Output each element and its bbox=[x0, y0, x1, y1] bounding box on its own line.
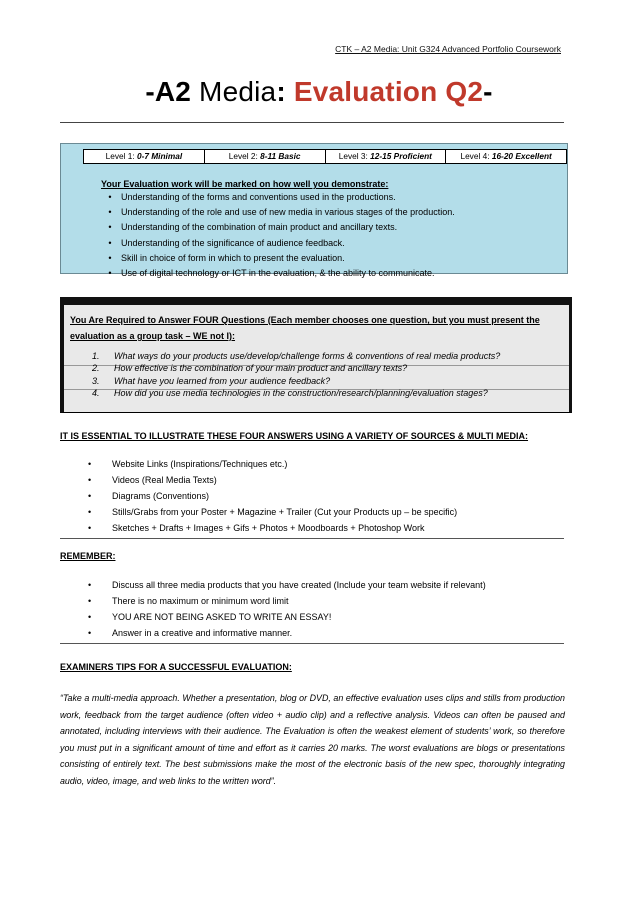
bullet-icon: • bbox=[88, 459, 92, 469]
questions-list bbox=[74, 350, 500, 400]
list-item-text: Understanding of the combination of main product and ancillary texts. bbox=[121, 222, 398, 233]
list-item bbox=[99, 205, 455, 220]
list-item bbox=[99, 251, 455, 266]
question-number: 4. bbox=[92, 388, 100, 399]
level-2-label: Level 2: bbox=[228, 151, 261, 161]
list-item-text: Website Links (Inspirations/Techniques etc.) bbox=[112, 459, 288, 469]
list-item bbox=[99, 236, 455, 251]
level-1-cell bbox=[84, 150, 204, 163]
remember-heading: REMEMBER: bbox=[60, 551, 116, 561]
section-rule bbox=[60, 538, 564, 539]
list-item-text: YOU ARE NOT BEING ASKED TO WRITE AN ESSAY! bbox=[112, 612, 332, 622]
title-prefix: - bbox=[145, 76, 155, 107]
list-item bbox=[88, 625, 486, 641]
marking-heading: Your Evaluation work will be marked on how well you demonstrate: bbox=[101, 179, 389, 189]
bullet-icon: • bbox=[88, 475, 92, 485]
question-item bbox=[74, 350, 500, 362]
level-3-cell bbox=[325, 150, 446, 163]
list-item bbox=[88, 520, 457, 536]
list-item-text: Understanding of the role and use of new media in various stages of the production. bbox=[121, 207, 455, 218]
question-number: 3. bbox=[92, 375, 100, 386]
list-item-text: Skill in choice of form in which to present the evaluation. bbox=[121, 252, 345, 263]
list-item bbox=[88, 593, 486, 609]
list-item bbox=[88, 456, 457, 472]
examiners-heading: EXAMINERS TIPS FOR A SUCCESSFUL EVALUATION: bbox=[60, 662, 292, 672]
bullet-icon: • bbox=[88, 596, 92, 606]
bullet-icon: • bbox=[108, 192, 112, 202]
questions-box bbox=[60, 297, 572, 413]
level-2-range: 8-11 Basic bbox=[260, 151, 301, 161]
bullet-icon: • bbox=[88, 523, 92, 533]
title-normal: Media bbox=[191, 76, 277, 107]
bullet-icon: • bbox=[88, 507, 92, 517]
question-item bbox=[74, 362, 500, 374]
title-bold: A2 bbox=[154, 76, 192, 107]
section-rule bbox=[60, 643, 564, 644]
level-2-cell bbox=[204, 150, 325, 163]
list-item-text: Sketches + Drafts + Images + Gifs + Photos + Moodboards + Photoshop Work bbox=[112, 523, 425, 533]
list-item bbox=[88, 472, 457, 488]
level-4-label: Level 4: bbox=[460, 151, 492, 161]
question-text: What have you learned from your audience feedback? bbox=[114, 375, 331, 386]
list-item-text: Understanding of the forms and conventions used in the productions. bbox=[121, 192, 396, 202]
list-item bbox=[99, 266, 455, 281]
bullet-icon: • bbox=[108, 252, 112, 263]
list-item-text: Discuss all three media products that you have created (Include your team website if relevant) bbox=[112, 580, 486, 590]
level-4-range: 16-20 Excellent bbox=[491, 151, 552, 161]
marking-criteria-box bbox=[60, 143, 568, 279]
question-text: How did you use media technologies in the construction/research/planning/evaluation stages? bbox=[114, 388, 488, 399]
bullet-icon: • bbox=[108, 207, 112, 218]
bullet-icon: • bbox=[108, 268, 112, 279]
level-3-label: Level 3: bbox=[338, 151, 371, 161]
title-colon: : bbox=[276, 76, 286, 107]
list-item bbox=[88, 504, 457, 520]
list-item-text: Diagrams (Conventions) bbox=[112, 491, 210, 501]
header-note: CTK – A2 Media: Unit G324 Advanced Portfolio Coursework bbox=[335, 44, 561, 54]
level-4-cell bbox=[445, 150, 566, 163]
illustrate-list bbox=[88, 456, 457, 536]
question-item bbox=[74, 387, 500, 399]
level-1-range: 0-7 Minimal bbox=[136, 151, 183, 161]
list-item-text: Stills/Grabs from your Poster + Magazine + Trailer (Cut your Products up – be specific) bbox=[112, 507, 458, 517]
bullet-icon: • bbox=[108, 237, 112, 248]
list-item bbox=[99, 190, 455, 205]
level-1-label: Level 1: bbox=[105, 151, 137, 161]
illustrate-heading: IT IS ESSENTIAL TO ILLUSTRATE THESE FOUR ANSWERS USING A VARIETY OF SOURCES & MULTI MEDIA: bbox=[60, 431, 529, 441]
list-item-text: Use of digital technology or ICT in the evaluation, & the ability to communicate. bbox=[121, 268, 435, 279]
list-item-text: Answer in a creative and informative manner. bbox=[112, 628, 293, 638]
question-item bbox=[74, 375, 500, 387]
title-red: Evaluation Q2 bbox=[285, 76, 484, 107]
bullet-icon: • bbox=[88, 580, 92, 590]
marking-list bbox=[99, 190, 455, 281]
question-number: 2. bbox=[92, 363, 100, 374]
bullet-icon: • bbox=[108, 222, 112, 233]
page-title bbox=[0, 76, 638, 108]
examiners-quote: “Take a multi-media approach. Whether a presentation, blog or DVD, an effective evaluation uses clips and stills from production work, feedback from the target audience (often video + audio clip) and a reflective analysis. Videos can often be paused and annotated, including interviews with their audience. The Evaluation is often the weakest element of students’ work, so therefore you must put in a significant amount of time and effort as it carries 20 marks. The worst evaluations are blogs or presentations consisting of entirely text. The best submissions make the most of the electronic basis of the new spec, thoroughly integrating audio, video, image, and web links to the written word”. bbox=[60, 693, 565, 786]
title-suffix: - bbox=[483, 76, 493, 107]
question-text: What ways do your products use/develop/challenge forms & conventions of real media products? bbox=[114, 351, 501, 361]
question-text: How effective is the combination of your main product and ancillary texts? bbox=[114, 363, 408, 374]
levels-table bbox=[83, 149, 567, 164]
list-item bbox=[88, 609, 486, 625]
level-3-range: 12-15 Proficient bbox=[370, 151, 432, 161]
bullet-icon: • bbox=[88, 612, 92, 622]
list-item bbox=[99, 220, 455, 235]
bullet-icon: • bbox=[88, 491, 92, 501]
list-item bbox=[88, 488, 457, 504]
title-rule bbox=[60, 122, 564, 123]
list-item-text: There is no maximum or minimum word limit bbox=[112, 596, 289, 606]
question-number: 1. bbox=[92, 351, 100, 361]
questions-heading: You Are Required to Answer FOUR Questions (Each member chooses one question, but you must present the evaluation as a group task – WE not I): bbox=[70, 315, 540, 341]
list-item-text: Understanding of the significance of audience feedback. bbox=[121, 237, 345, 248]
list-item bbox=[88, 577, 486, 593]
remember-list bbox=[88, 577, 486, 641]
bullet-icon: • bbox=[88, 628, 92, 638]
list-item-text: Videos (Real Media Texts) bbox=[112, 475, 217, 485]
